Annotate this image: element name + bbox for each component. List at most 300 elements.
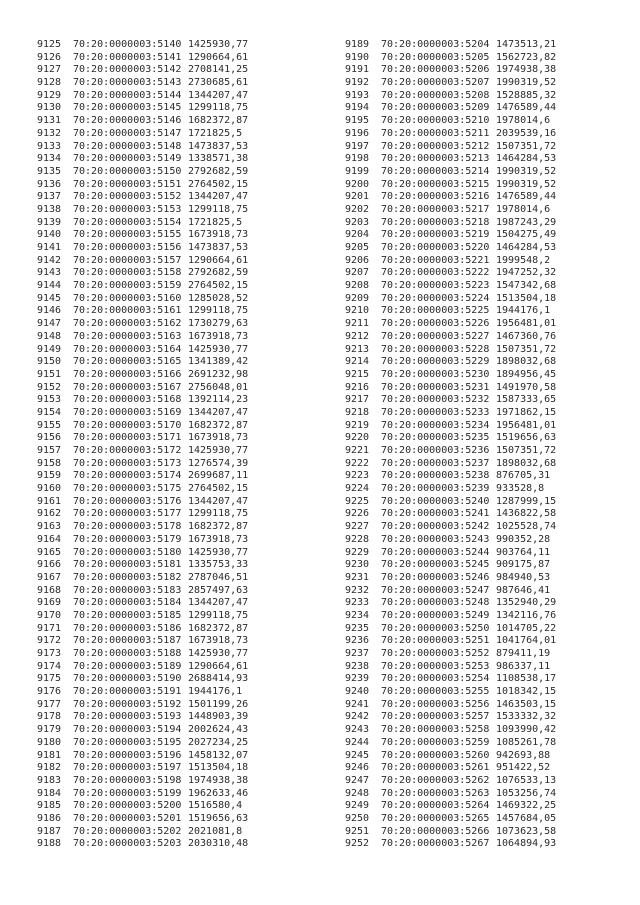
row-number: 9244 <box>345 736 370 748</box>
table-row <box>345 179 556 192</box>
table-row <box>345 141 556 154</box>
row-number: 9202 <box>345 203 370 215</box>
cadastral-value: 2002624,43 <box>188 724 249 736</box>
cadastral-number: 70:20:0000003:5229 <box>381 356 490 368</box>
cadastral-value: 1014705,22 <box>496 622 557 634</box>
cadastral-value: 1898032,68 <box>496 356 557 368</box>
table-row <box>345 382 556 395</box>
cadastral-number: 70:20:0000003:5192 <box>73 698 182 710</box>
cadastral-number: 70:20:0000003:5236 <box>381 445 490 456</box>
cadastral-number: 70:20:0000003:5184 <box>73 597 182 609</box>
cadastral-number: 70:20:0000003:5230 <box>381 368 490 380</box>
cadastral-number: 70:20:0000003:5215 <box>381 178 490 190</box>
table-row <box>37 483 248 496</box>
row-number: 9252 <box>345 838 370 850</box>
cadastral-value: 1730279,63 <box>188 318 249 330</box>
cadastral-value: 1464284,53 <box>496 153 557 165</box>
table-row <box>345 585 556 598</box>
table-row <box>37 267 248 280</box>
cadastral-value: 1491970,58 <box>496 381 557 393</box>
table-row <box>345 800 556 813</box>
cadastral-number: 70:20:0000003:5157 <box>73 254 182 266</box>
cadastral-value: 1448903,39 <box>188 711 249 723</box>
cadastral-number: 70:20:0000003:5228 <box>381 343 490 355</box>
cadastral-value: 1464284,53 <box>496 242 557 253</box>
cadastral-value: 1974938,38 <box>188 774 249 786</box>
cadastral-number: 70:20:0000003:5260 <box>381 749 490 761</box>
row-number: 9127 <box>37 64 62 76</box>
cadastral-value: 2708141,25 <box>188 64 249 76</box>
row-number: 9175 <box>37 673 62 685</box>
cadastral-number: 70:20:0000003:5158 <box>73 267 182 279</box>
row-number: 9149 <box>37 343 62 355</box>
row-number: 9226 <box>345 508 370 520</box>
row-number: 9248 <box>345 787 370 799</box>
row-number: 9174 <box>37 660 62 672</box>
cadastral-value: 1971862,15 <box>496 406 557 418</box>
row-number: 9134 <box>37 153 62 165</box>
row-number: 9176 <box>37 686 62 698</box>
cadastral-value: 1516580,4 <box>188 800 243 812</box>
row-number: 9212 <box>345 330 370 342</box>
table-row <box>37 331 248 344</box>
cadastral-value: 1463503,15 <box>496 698 557 710</box>
cadastral-value: 1287999,15 <box>496 495 557 507</box>
cadastral-value: 1962633,46 <box>188 787 249 799</box>
cadastral-number: 70:20:0000003:5250 <box>381 622 490 634</box>
row-number: 9141 <box>37 242 62 253</box>
row-number: 9236 <box>345 635 370 647</box>
cadastral-value: 2039539,16 <box>496 127 557 139</box>
row-number: 9144 <box>37 280 62 292</box>
table-row <box>37 255 248 268</box>
cadastral-value: 1344207,47 <box>188 495 249 507</box>
cadastral-number: 70:20:0000003:5241 <box>381 508 490 520</box>
table-row <box>37 179 248 192</box>
cadastral-number: 70:20:0000003:5255 <box>381 686 490 698</box>
cadastral-value: 1085261,78 <box>496 736 557 748</box>
table-row <box>345 635 556 648</box>
cadastral-value: 1025528,74 <box>496 521 557 533</box>
cadastral-number: 70:20:0000003:5198 <box>73 774 182 786</box>
table-row <box>37 77 248 90</box>
cadastral-number: 70:20:0000003:5183 <box>73 584 182 596</box>
row-number: 9162 <box>37 508 62 520</box>
cadastral-number: 70:20:0000003:5188 <box>73 648 182 659</box>
row-number: 9137 <box>37 191 62 203</box>
cadastral-value: 2691232,98 <box>188 368 249 380</box>
table-row <box>37 293 248 306</box>
cadastral-number: 70:20:0000003:5199 <box>73 787 182 799</box>
cadastral-value: 1335753,33 <box>188 559 249 571</box>
cadastral-number: 70:20:0000003:5254 <box>381 673 490 685</box>
table-row <box>345 102 556 115</box>
row-number: 9207 <box>345 267 370 279</box>
table-row <box>345 470 556 483</box>
cadastral-value: 1053256,74 <box>496 787 557 799</box>
row-number: 9130 <box>37 102 62 114</box>
cadastral-number: 70:20:0000003:5166 <box>73 368 182 380</box>
row-number: 9133 <box>37 140 62 152</box>
cadastral-number: 70:20:0000003:5225 <box>381 305 490 317</box>
cadastral-value: 1473513,21 <box>496 39 557 50</box>
cadastral-number: 70:20:0000003:5209 <box>381 102 490 114</box>
row-number: 9155 <box>37 419 62 431</box>
table-row <box>37 585 248 598</box>
table-row <box>37 141 248 154</box>
row-number: 9229 <box>345 546 370 558</box>
row-number: 9140 <box>37 229 62 241</box>
row-number: 9184 <box>37 787 62 799</box>
table-row <box>345 128 556 141</box>
cadastral-value: 1682372,87 <box>188 115 249 127</box>
cadastral-value: 1974938,38 <box>496 64 557 76</box>
cadastral-number: 70:20:0000003:5147 <box>73 127 182 139</box>
row-number: 9178 <box>37 711 62 723</box>
cadastral-value: 1513504,18 <box>188 762 249 774</box>
table-row <box>345 661 556 674</box>
table-row <box>37 547 248 560</box>
cadastral-value: 1501199,26 <box>188 698 249 710</box>
cadastral-number: 70:20:0000003:5156 <box>73 242 182 253</box>
table-row <box>37 737 248 750</box>
cadastral-number: 70:20:0000003:5223 <box>381 280 490 292</box>
cadastral-number: 70:20:0000003:5232 <box>381 394 490 406</box>
cadastral-value: 1476589,44 <box>496 102 557 114</box>
table-row <box>345 788 556 801</box>
table-row <box>345 166 556 179</box>
table-row <box>37 686 248 699</box>
cadastral-number: 70:20:0000003:5240 <box>381 495 490 507</box>
cadastral-number: 70:20:0000003:5180 <box>73 546 182 558</box>
table-row <box>37 838 248 851</box>
table-row <box>345 610 556 623</box>
row-number: 9249 <box>345 800 370 812</box>
table-row <box>37 458 248 471</box>
cadastral-number: 70:20:0000003:5212 <box>381 140 490 152</box>
cadastral-value: 1341389,42 <box>188 356 249 368</box>
table-row <box>37 153 248 166</box>
cadastral-number: 70:20:0000003:5224 <box>381 292 490 304</box>
table-row <box>37 775 248 788</box>
cadastral-number: 70:20:0000003:5231 <box>381 381 490 393</box>
row-number: 9239 <box>345 673 370 685</box>
row-number: 9231 <box>345 571 370 583</box>
cadastral-value: 1547342,68 <box>496 280 557 292</box>
row-number: 9242 <box>345 711 370 723</box>
row-number: 9160 <box>37 483 62 495</box>
cadastral-value: 2756048,01 <box>188 381 249 393</box>
row-number: 9241 <box>345 698 370 710</box>
cadastral-number: 70:20:0000003:5258 <box>381 724 490 736</box>
row-number: 9185 <box>37 800 62 812</box>
table-row <box>345 737 556 750</box>
table-row <box>345 559 556 572</box>
cadastral-value: 1290664,61 <box>188 660 249 672</box>
cadastral-number: 70:20:0000003:5248 <box>381 597 490 609</box>
row-number: 9213 <box>345 343 370 355</box>
cadastral-number: 70:20:0000003:5191 <box>73 686 182 698</box>
table-row <box>345 534 556 547</box>
table-row <box>345 838 556 851</box>
cadastral-value: 1673918,73 <box>188 635 249 647</box>
row-number: 9135 <box>37 165 62 177</box>
cadastral-number: 70:20:0000003:5252 <box>381 648 490 659</box>
cadastral-number: 70:20:0000003:5204 <box>381 39 490 50</box>
table-row <box>345 648 556 661</box>
cadastral-value: 1944176,1 <box>496 305 551 317</box>
table-row <box>37 420 248 433</box>
cadastral-number: 70:20:0000003:5262 <box>381 774 490 786</box>
row-number: 9165 <box>37 546 62 558</box>
table-row <box>345 699 556 712</box>
table-row <box>345 115 556 128</box>
row-number: 9214 <box>345 356 370 368</box>
cadastral-value: 1682372,87 <box>188 419 249 431</box>
table-row <box>37 432 248 445</box>
row-number: 9230 <box>345 559 370 571</box>
row-number: 9246 <box>345 762 370 774</box>
cadastral-number: 70:20:0000003:5178 <box>73 521 182 533</box>
table-row <box>345 52 556 65</box>
cadastral-value: 942693,88 <box>496 749 551 761</box>
row-number: 9168 <box>37 584 62 596</box>
table-row <box>37 724 248 737</box>
cadastral-value: 1064894,93 <box>496 838 557 850</box>
cadastral-value: 2764502,15 <box>188 280 249 292</box>
table-row <box>37 204 248 217</box>
table-row <box>37 470 248 483</box>
row-number: 9216 <box>345 381 370 393</box>
table-row <box>37 407 248 420</box>
row-number: 9180 <box>37 736 62 748</box>
row-number: 9205 <box>345 242 370 253</box>
table-row <box>37 610 248 623</box>
row-number: 9177 <box>37 698 62 710</box>
cadastral-value: 1076533,13 <box>496 774 557 786</box>
cadastral-value: 2857497,63 <box>188 584 249 596</box>
cadastral-number: 70:20:0000003:5172 <box>73 445 182 456</box>
cadastral-number: 70:20:0000003:5253 <box>381 660 490 672</box>
table-row <box>345 508 556 521</box>
cadastral-value: 984940,53 <box>496 571 551 583</box>
table-row <box>37 229 248 242</box>
cadastral-value: 1458132,07 <box>188 749 249 761</box>
left-column <box>37 39 248 851</box>
cadastral-value: 1299118,75 <box>188 609 249 621</box>
cadastral-number: 70:20:0000003:5246 <box>381 571 490 583</box>
cadastral-value: 1507351,72 <box>496 343 557 355</box>
table-row <box>37 800 248 813</box>
cadastral-value: 2792682,59 <box>188 267 249 279</box>
cadastral-value: 1073623,58 <box>496 825 557 837</box>
cadastral-number: 70:20:0000003:5167 <box>73 381 182 393</box>
table-row <box>37 623 248 636</box>
row-number: 9163 <box>37 521 62 533</box>
table-row <box>37 521 248 534</box>
cadastral-number: 70:20:0000003:5140 <box>73 39 182 50</box>
cadastral-number: 70:20:0000003:5153 <box>73 203 182 215</box>
table-row <box>37 445 248 458</box>
row-number: 9186 <box>37 812 62 824</box>
cadastral-value: 2027234,25 <box>188 736 249 748</box>
cadastral-value: 1673918,73 <box>188 229 249 241</box>
row-number: 9228 <box>345 533 370 545</box>
table-row <box>345 724 556 737</box>
row-number: 9225 <box>345 495 370 507</box>
table-row <box>37 711 248 724</box>
table-row <box>345 191 556 204</box>
cadastral-number: 70:20:0000003:5194 <box>73 724 182 736</box>
row-number: 9125 <box>37 39 62 50</box>
table-row <box>37 597 248 610</box>
cadastral-number: 70:20:0000003:5211 <box>381 127 490 139</box>
cadastral-number: 70:20:0000003:5203 <box>73 838 182 850</box>
table-row <box>345 280 556 293</box>
table-row <box>37 191 248 204</box>
cadastral-value: 1342116,76 <box>496 609 557 621</box>
row-number: 9240 <box>345 686 370 698</box>
cadastral-value: 1476589,44 <box>496 191 557 203</box>
table-row <box>37 217 248 230</box>
cadastral-number: 70:20:0000003:5146 <box>73 115 182 127</box>
cadastral-number: 70:20:0000003:5234 <box>381 419 490 431</box>
cadastral-value: 1673918,73 <box>188 330 249 342</box>
table-row <box>345 394 556 407</box>
cadastral-value: 1990319,52 <box>496 165 557 177</box>
cadastral-number: 70:20:0000003:5235 <box>381 432 490 444</box>
cadastral-value: 1473837,53 <box>188 242 249 253</box>
table-row <box>37 242 248 255</box>
cadastral-value: 1276574,39 <box>188 457 249 469</box>
row-number: 9152 <box>37 381 62 393</box>
cadastral-value: 1299118,75 <box>188 508 249 520</box>
row-number: 9197 <box>345 140 370 152</box>
table-row <box>37 64 248 77</box>
cadastral-number: 70:20:0000003:5245 <box>381 559 490 571</box>
cadastral-number: 70:20:0000003:5176 <box>73 495 182 507</box>
table-row <box>37 382 248 395</box>
cadastral-number: 70:20:0000003:5150 <box>73 165 182 177</box>
row-number: 9238 <box>345 660 370 672</box>
cadastral-number: 70:20:0000003:5196 <box>73 749 182 761</box>
cadastral-number: 70:20:0000003:5141 <box>73 51 182 63</box>
table-row <box>37 318 248 331</box>
row-number: 9157 <box>37 445 62 456</box>
cadastral-number: 70:20:0000003:5239 <box>381 483 490 495</box>
cadastral-number: 70:20:0000003:5256 <box>381 698 490 710</box>
table-row <box>345 356 556 369</box>
row-number: 9251 <box>345 825 370 837</box>
table-row <box>345 711 556 724</box>
table-row <box>345 597 556 610</box>
row-number: 9195 <box>345 115 370 127</box>
cadastral-number: 70:20:0000003:5221 <box>381 254 490 266</box>
row-number: 9235 <box>345 622 370 634</box>
row-number: 9211 <box>345 318 370 330</box>
row-number: 9243 <box>345 724 370 736</box>
cadastral-value: 1894956,45 <box>496 368 557 380</box>
right-column <box>345 39 556 851</box>
cadastral-value: 1507351,72 <box>496 140 557 152</box>
cadastral-value: 1290664,61 <box>188 51 249 63</box>
cadastral-number: 70:20:0000003:5155 <box>73 229 182 241</box>
cadastral-number: 70:20:0000003:5164 <box>73 343 182 355</box>
cadastral-value: 990352,28 <box>496 533 551 545</box>
cadastral-value: 1352940,29 <box>496 597 557 609</box>
cadastral-number: 70:20:0000003:5185 <box>73 609 182 621</box>
row-number: 9204 <box>345 229 370 241</box>
table-row <box>345 432 556 445</box>
row-number: 9161 <box>37 495 62 507</box>
cadastral-value: 1956481,01 <box>496 318 557 330</box>
table-row <box>37 572 248 585</box>
cadastral-value: 951422,52 <box>496 762 551 774</box>
cadastral-value: 1425930,77 <box>188 648 249 659</box>
table-row <box>345 750 556 763</box>
table-row <box>37 90 248 103</box>
table-row <box>345 217 556 230</box>
cadastral-value: 909175,87 <box>496 559 551 571</box>
cadastral-number: 70:20:0000003:5247 <box>381 584 490 596</box>
table-row <box>37 115 248 128</box>
cadastral-value: 2030310,48 <box>188 838 249 850</box>
cadastral-number: 70:20:0000003:5186 <box>73 622 182 634</box>
table-row <box>345 521 556 534</box>
cadastral-value: 1519656,63 <box>188 812 249 824</box>
row-number: 9200 <box>345 178 370 190</box>
row-number: 9136 <box>37 178 62 190</box>
table-row <box>37 559 248 572</box>
row-number: 9182 <box>37 762 62 774</box>
cadastral-value: 1673918,73 <box>188 432 249 444</box>
cadastral-value: 1467360,76 <box>496 330 557 342</box>
table-row <box>345 229 556 242</box>
row-number: 9147 <box>37 318 62 330</box>
cadastral-number: 70:20:0000003:5210 <box>381 115 490 127</box>
table-row <box>37 344 248 357</box>
row-number: 9237 <box>345 648 370 659</box>
row-number: 9201 <box>345 191 370 203</box>
cadastral-value: 2688414,93 <box>188 673 249 685</box>
cadastral-number: 70:20:0000003:5149 <box>73 153 182 165</box>
cadastral-value: 1299118,75 <box>188 305 249 317</box>
cadastral-number: 70:20:0000003:5154 <box>73 216 182 228</box>
row-number: 9233 <box>345 597 370 609</box>
row-number: 9190 <box>345 51 370 63</box>
table-row <box>345 267 556 280</box>
cadastral-number: 70:20:0000003:5189 <box>73 660 182 672</box>
cadastral-value: 1392114,23 <box>188 394 249 406</box>
row-number: 9142 <box>37 254 62 266</box>
cadastral-value: 1673918,73 <box>188 533 249 545</box>
table-row <box>345 90 556 103</box>
row-number: 9193 <box>345 89 370 101</box>
cadastral-value: 1469322,25 <box>496 800 557 812</box>
table-row <box>37 648 248 661</box>
row-number: 9223 <box>345 470 370 482</box>
cadastral-number: 70:20:0000003:5162 <box>73 318 182 330</box>
table-row <box>37 128 248 141</box>
table-row <box>37 534 248 547</box>
cadastral-number: 70:20:0000003:5266 <box>381 825 490 837</box>
cadastral-number: 70:20:0000003:5205 <box>381 51 490 63</box>
cadastral-number: 70:20:0000003:5190 <box>73 673 182 685</box>
table-row <box>37 750 248 763</box>
cadastral-number: 70:20:0000003:5144 <box>73 89 182 101</box>
cadastral-number: 70:20:0000003:5173 <box>73 457 182 469</box>
table-row <box>37 508 248 521</box>
